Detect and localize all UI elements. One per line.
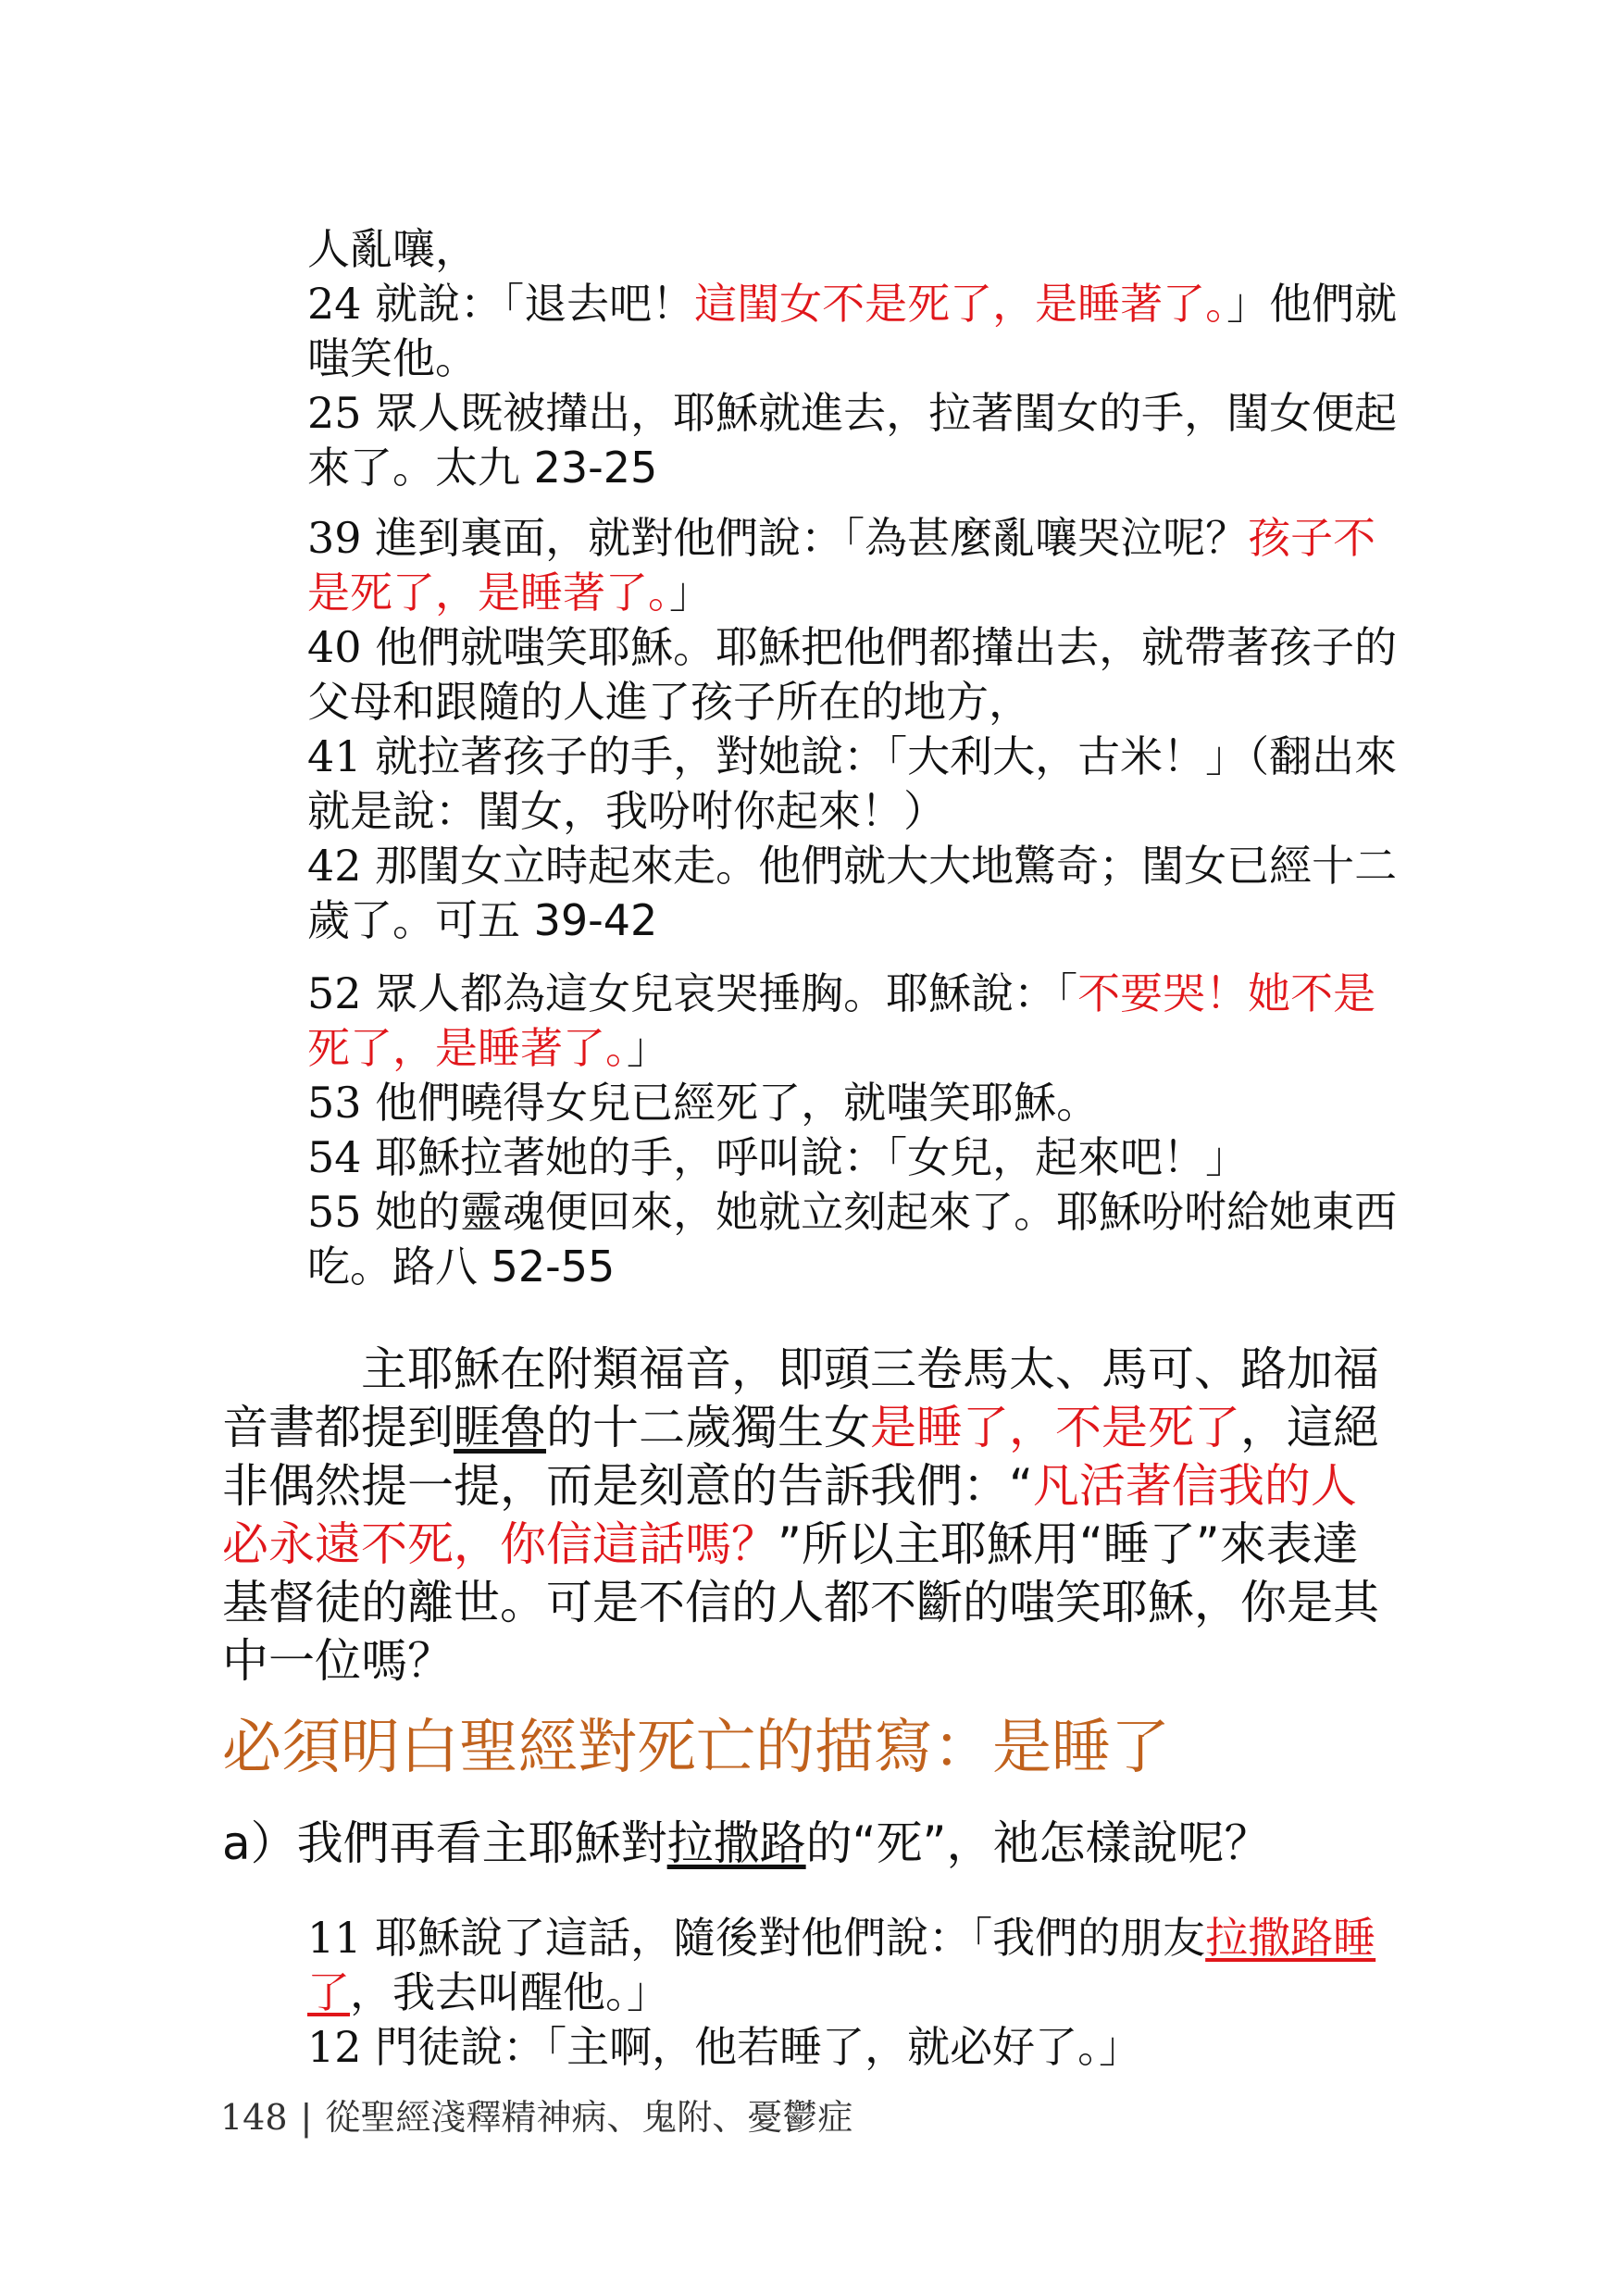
quote-matthew <box>307 222 1400 495</box>
verse-12: 12 門徒說：「主啊，他若睡了，就必好了。」 <box>307 2022 1142 2072</box>
footer-separator: | <box>300 2097 313 2138</box>
red-highlight: 不要哭！她不是死了，是睡著了。 <box>307 968 1376 1073</box>
verse-24: 24 就說：「退去吧！這閨女不是死了，是睡著了。」他們就嗤笑他。 <box>307 279 1398 383</box>
quote-luke <box>307 967 1400 1294</box>
red-quotation: 凡活著信我的人必永遠不死，你信這話嗎？ <box>222 1459 1357 1571</box>
verse-52: 52 眾人都為這女兒哀哭捶胸。耶穌說：「不要哭！她不是死了，是睡著了。」 <box>307 968 1376 1073</box>
quote-mark <box>307 511 1400 948</box>
book-title: 從聖經淺釋精神病、鬼附、憂鬱症 <box>325 2097 853 2138</box>
red-highlight: 拉撒路睡了 <box>307 1913 1376 2017</box>
verse-42: 42 那閨女立時起來走。他們就大大地驚奇；閨女已經十二歲了。可五 39-42 <box>307 841 1398 945</box>
verse-11: 11 耶穌說了這話，隨後對他們說：「我們的朋友拉撒路睡了，我去叫醒他。」 <box>307 1913 1376 2017</box>
red-highlight: 是睡了，不是死了 <box>870 1401 1240 1454</box>
verse-53: 53 他們曉得女兒已經死了，就嗤笑耶穌。 <box>307 1078 1100 1128</box>
verse-54: 54 耶穌拉著她的手，呼叫說：「女兒，起來吧！」 <box>307 1132 1249 1182</box>
verse-55: 55 她的靈魂便回來，她就立刻起來了。耶穌吩咐給她東西吃。路八 52-55 <box>307 1187 1398 1292</box>
scripture-reference: 路八 52-55 <box>392 1242 616 1292</box>
scripture-reference: 可五 39-42 <box>435 895 658 945</box>
page-number: 148 <box>220 2097 288 2138</box>
verse-41: 41 就拉著孩子的手，對她說：「大利大，古米！」（翻出來就是說：閨女，我吩咐你起來！） <box>307 731 1398 836</box>
verse-39: 39 進到裏面，就對他們說：「為甚麼亂嚷哭泣呢？孩子不是死了，是睡著了。」 <box>307 513 1376 618</box>
question-line: a）我們再看主耶穌對拉撒路的“死”，祂怎樣說呢？ <box>222 1816 1271 1870</box>
underlined-name: 睚魯 <box>454 1401 546 1454</box>
verse-40: 40 他們就嗤笑耶穌。耶穌把他們都攆出去，就帶著孩子的父母和跟隨的人進了孩子所在的地方， <box>307 622 1398 727</box>
section-heading: 必須明白聖經對死亡的描寫：是睡了 <box>222 1714 1170 1782</box>
page-footer <box>220 2094 853 2140</box>
underlined-name: 拉撒路 <box>666 1816 806 1870</box>
verse-23-continuation: 人亂嚷， <box>307 224 478 274</box>
red-highlight: 這閨女不是死了，是睡著了。 <box>694 279 1227 329</box>
verse-25: 25 眾人既被攆出，耶穌就進去，拉著閨女的手，閨女便起來了。太九 23-25 <box>307 388 1398 493</box>
red-highlight: 孩子不是死了，是睡著了。 <box>307 513 1376 618</box>
quote-john <box>307 1911 1400 2075</box>
body-paragraph: 主耶穌在附類福音，即頭三卷馬太、馬可、路加福音書都提到睚魯的十二歲獨生女是睡了，不是死了，這絕非偶然提一提，而是刻意的告訴我們：“凡活著信我的人必永遠不死，你信這話嗎？”所以主耶穌用“睡了”來表達基督徒的離世。可是不信的人都不斷的嗤笑耶穌，你是其中一位嗎？ <box>222 1342 1379 1688</box>
scripture-reference: 太九 23-25 <box>435 443 658 493</box>
